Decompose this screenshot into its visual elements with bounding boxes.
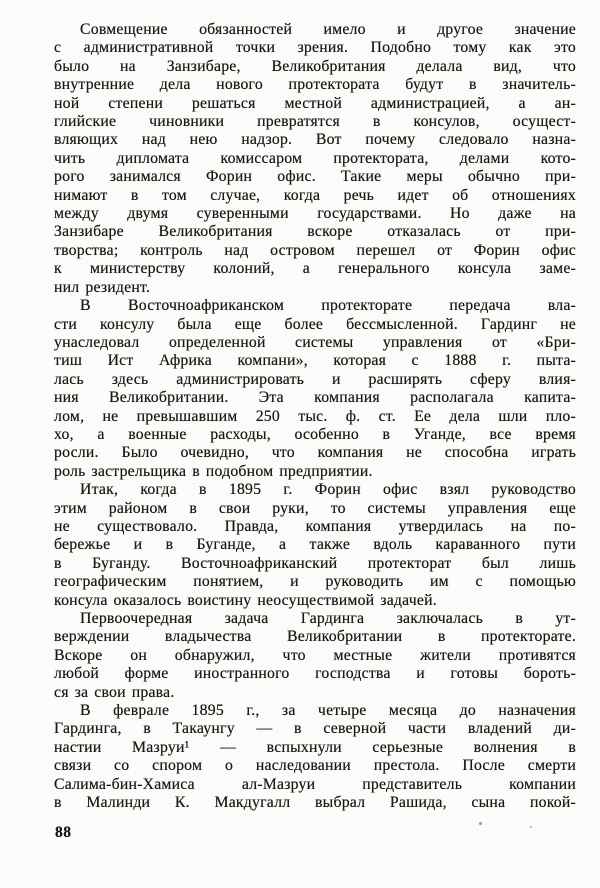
text-block xyxy=(54,21,576,812)
text-line: сти консулу была еще более бессмысленной. Гардинг не xyxy=(54,315,576,333)
text-line: консула оказалось воистину неосуществимой задачей. xyxy=(54,591,437,609)
text-line: Занзибаре Великобритания вскоре отказалась от при- xyxy=(54,223,576,241)
paragraph xyxy=(54,297,576,481)
text-line: роль застрельщика в подобном предприятии. xyxy=(54,462,373,480)
text-line: бережье и в Буганде, а также вдоль караванного пути xyxy=(54,536,576,554)
text-line: Итак, когда в 1895 г. Форин офис взял руководство xyxy=(80,481,576,499)
text-line: лась здесь администрировать и расширять сферу влия- xyxy=(54,370,576,388)
text-line: Салима-бин-Хамиса ал-Мазруи представитель компании xyxy=(54,775,576,793)
text-line: ния Великобритании. Эта компания располагала капита- xyxy=(54,389,576,407)
text-line: ся за свои права. xyxy=(54,683,175,701)
text-line: верждении владычества Великобритании в протекторате. xyxy=(54,628,576,646)
text-line: тиш Ист Африка компани», которая с 1888 г. пыта- xyxy=(54,352,576,370)
text-line: рого занимался Форин офис. Такие меры обычно при- xyxy=(54,168,576,186)
paragraph xyxy=(54,702,576,812)
text-line: нимают в том случае, когда речь идет об отношениях xyxy=(54,186,576,204)
text-line: ной степени решаться местной администрацией, а ан- xyxy=(54,94,576,112)
text-line: нил резидент. xyxy=(54,278,151,296)
text-line: глийские чиновники превратятся в консулов, осущест- xyxy=(54,113,576,131)
text-line: было на Занзибаре, Великобритания делала вид, что xyxy=(54,57,576,75)
paragraph xyxy=(54,21,576,297)
text-line: этим районом в свои руки, то системы управления еще xyxy=(54,499,576,517)
text-line: не существовало. Правда, компания утвердилась на по- xyxy=(54,517,576,535)
scan-speck xyxy=(530,826,532,828)
text-line: унаследовал определенной системы управления от «Бри- xyxy=(54,333,576,351)
text-line: географическим понятием, и руководить им с помощью xyxy=(54,573,576,591)
text-line: любой форме иностранного господства и готовы бороть- xyxy=(54,665,576,683)
text-line: хо, а военные расходы, особенно в Уганде, все время xyxy=(54,425,576,443)
page-number: 88 xyxy=(55,824,72,841)
text-line: В Восточноафриканском протекторате передача вла- xyxy=(80,297,576,315)
text-line: Совмещение обязанностей имело и другое значение xyxy=(80,21,576,38)
text-line: вляющих над нею надзор. Вот почему следовало назна- xyxy=(54,131,576,149)
text-line: настии Мазруи¹ — вспыхнули серьезные волнения в xyxy=(54,738,576,756)
text-line: в Буганду. Восточноафриканский протекторат был лишь xyxy=(54,554,576,572)
text-line: связи со спором о наследовании престола. После смерти xyxy=(54,757,576,775)
text-line: творства; контроль над островом перешел от Форин офис xyxy=(54,241,576,259)
text-line: Гардинга, в Такаунгу — в северной части владений ди- xyxy=(54,720,576,738)
text-line: Вскоре он обнаружил, что местные жители противятся xyxy=(54,646,576,664)
text-line: к министерству колоний, а генерального консула заме- xyxy=(54,260,576,278)
text-line: Первоочередная задача Гардинга заключалась в ут- xyxy=(80,610,576,627)
scan-speck xyxy=(479,822,482,825)
text-line: с административной точки зрения. Подобно тому как это xyxy=(54,39,576,57)
text-line: чить дипломата комиссаром протектората, делами кото- xyxy=(54,149,576,167)
text-line: лом, не превышавшим 250 тыс. ф. ст. Ее дела шли пло- xyxy=(54,407,576,425)
text-line: в Малинди К. Макдугалл выбрал Рашида, сына покой- xyxy=(54,794,576,812)
text-line: между двумя суверенными государствами. Но даже на xyxy=(54,205,576,223)
text-line: росли. Было очевидно, что компания не способна играть xyxy=(54,444,576,462)
paragraph xyxy=(54,610,576,702)
text-line: внутренние дела нового протектората будут в значитель- xyxy=(54,76,576,94)
paragraph xyxy=(54,481,576,610)
text-line: В феврале 1895 г., за четыре месяца до назначения xyxy=(80,702,576,720)
